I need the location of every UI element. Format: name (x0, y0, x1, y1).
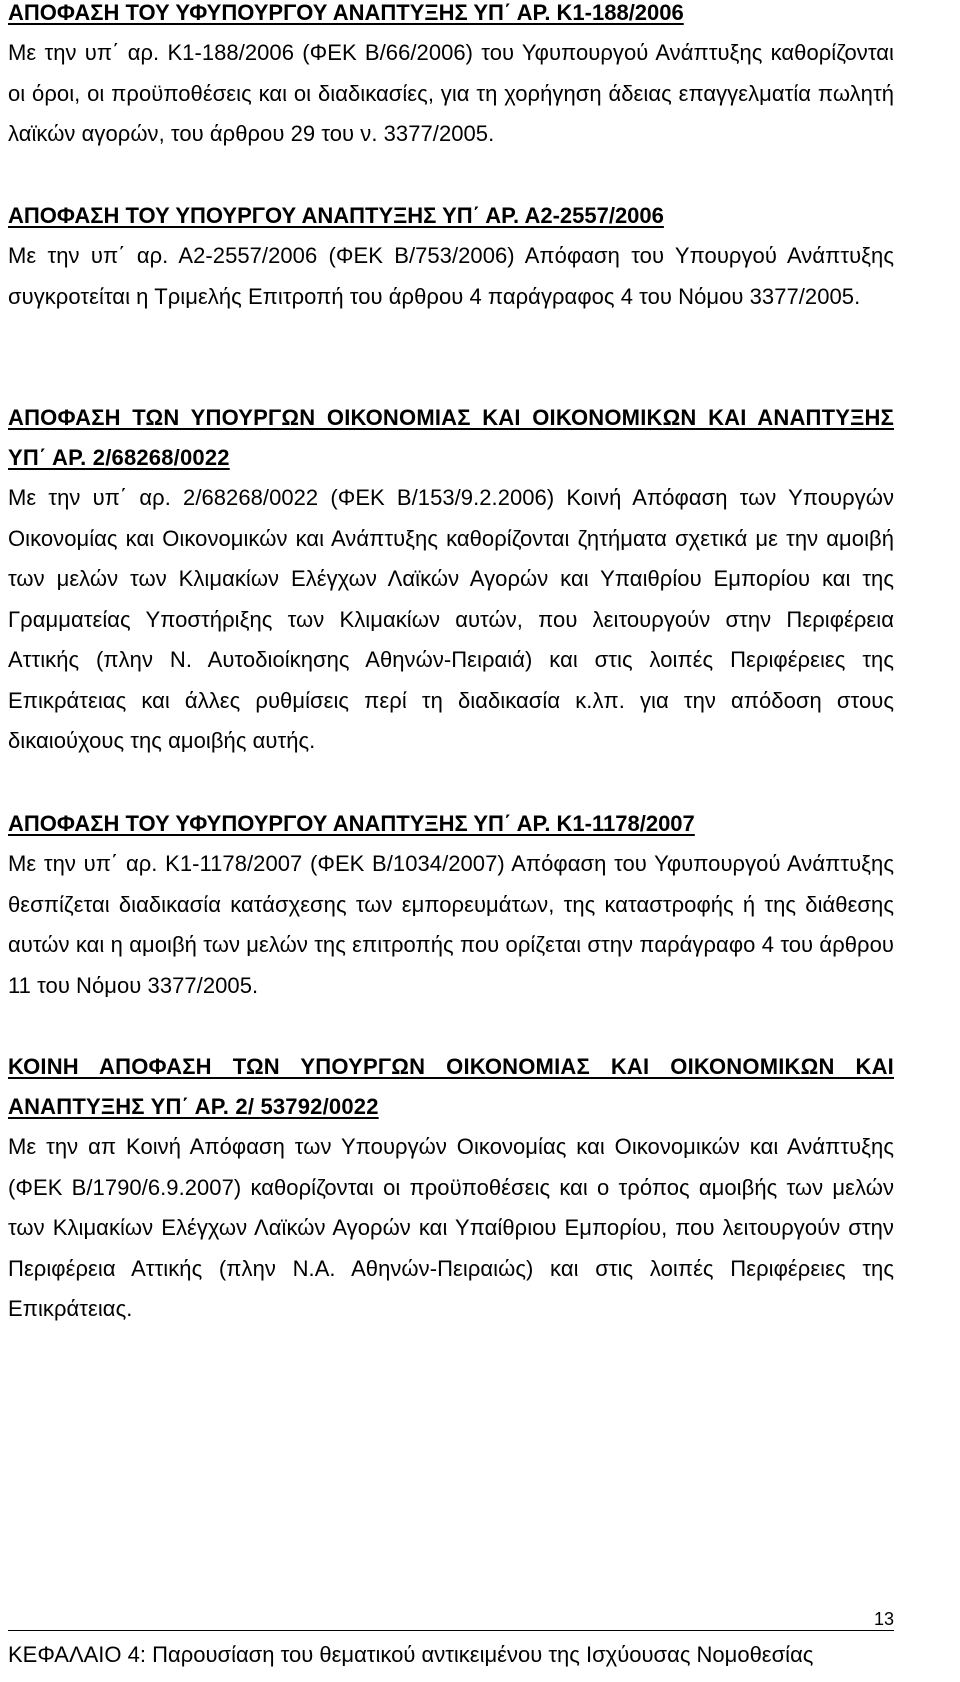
section-body: Με την υπ΄ αρ. Κ1-1178/2007 (ΦΕΚ Β/1034/2007) Απόφαση του Υφυπουργού Ανάπτυξης θεσπίζεται διαδικασία κατάσχεσης των εμπορευμάτων, της καταστροφής ή της διάθεσης αυτών και η αμοιβή των μελών της επιτροπής που ορίζεται στην παράγραφο 4 του άρθρου 11 του Νόμου 3377/2005. (8, 851, 894, 998)
section-body: Με την υπ΄ αρ. Α2-2557/2006 (ΦΕΚ Β/753/2006) Απόφαση του Υπουργού Ανάπτυξης συγκροτείται η Τριμελής Επιτροπή του άρθρου 4 παράγραφος 4 του Νόμου 3377/2005. (8, 243, 894, 309)
decision-section-a2-2557 (8, 196, 894, 317)
section-heading: ΑΠΟΦΑΣΗ ΤΟΥ ΥΦΥΠΟΥΡΓΟΥ ΑΝΑΠΤΥΞΗΣ ΥΠ΄ ΑΡ. Κ1-188/2006 (8, 0, 684, 25)
page-number: 13 (873, 1609, 894, 1629)
page-footer (8, 1609, 894, 1667)
decision-section-k1-188 (8, 0, 894, 155)
decision-section-2-68268 (8, 398, 894, 762)
decision-section-2-53792 (8, 1047, 894, 1330)
section-heading: ΚΟΙΝΗ ΑΠΟΦΑΣΗ ΤΩΝ ΥΠΟΥΡΓΩΝ ΟΙΚΟΝΟΜΙΑΣ ΚΑΙ ΟΙΚΟΝΟΜΙΚΩΝ ΚΑΙ ΑΝΑΠΤΥΞΗΣ ΥΠ΄ ΑΡ. 2/ 53792/0022 (8, 1054, 894, 1119)
section-body: Με την υπ΄ αρ. 2/68268/0022 (ΦΕΚ Β/153/9.2.2006) Κοινή Απόφαση των Υπουργών Οικονομίας και Οικονομικών και Ανάπτυξης καθορίζονται ζητήματα σχετικά με την αμοιβή των μελών των Κλιμακίων Ελέγχων Λαϊκών Αγορών και Υπαιθρίου Εμπορίου και της Γραμματείας Υποστήριξης των Κλιμακίων αυτών, που λειτουργούν στην Περιφέρεια Αττικής (πλην Ν. Αυτοδιοίκησης Αθηνών-Πειραιά) και στις λοιπές Περιφέρειες της Επικράτειας και άλλες ρυθμίσεις περί τη διαδικασία κ.λπ. για την απόδοση στους δικαιούχους της αμοιβής αυτής. (8, 485, 894, 753)
section-heading: ΑΠΟΦΑΣΗ ΤΟΥ ΥΦΥΠΟΥΡΓΟΥ ΑΝΑΠΤΥΞΗΣ ΥΠ΄ ΑΡ. Κ1-1178/2007 (8, 811, 695, 836)
decision-section-k1-1178 (8, 804, 894, 1006)
footer-chapter-text: ΚΕΦΑΛΑΙΟ 4: Παρουσίαση του θεματικού αντικειμένου της Ισχύουσας Νομοθεσίας (8, 1642, 814, 1667)
section-body: Με την απ Κοινή Απόφαση των Υπουργών Οικονομίας και Οικονομικών και Ανάπτυξης (ΦΕΚ Β/1790/6.9.2007) καθορίζονται οι προϋποθέσεις και ο τρόπος αμοιβής των μελών των Κλιμακίων Ελέγχων Λαϊκών Αγορών και Υπαίθριου Εμπορίου, που λειτουργούν στην Περιφέρεια Αττικής (πλην Ν.Α. Αθηνών-Πειραιώς) και στις λοιπές Περιφέρειες της Επικράτειας. (8, 1134, 894, 1321)
section-body: Με την υπ΄ αρ. Κ1-188/2006 (ΦΕΚ Β/66/2006) του Υφυπουργού Ανάπτυξης καθορίζονται οι όροι, οι προϋποθέσεις και οι διαδικασίες, για τη χορήγηση άδειας επαγγελματία πωλητή λαϊκών αγορών, του άρθρου 29 του ν. 3377/2005. (8, 40, 894, 146)
section-heading: ΑΠΟΦΑΣΗ ΤΟΥ ΥΠΟΥΡΓΟΥ ΑΝΑΠΤΥΞΗΣ ΥΠ΄ ΑΡ. Α2-2557/2006 (8, 203, 664, 228)
section-heading: ΑΠΟΦΑΣΗ ΤΩΝ ΥΠΟΥΡΓΩΝ ΟΙΚΟΝΟΜΙΑΣ ΚΑΙ ΟΙΚΟΝΟΜΙΚΩΝ ΚΑΙ ΑΝΑΠΤΥΞΗΣ ΥΠ΄ ΑΡ. 2/68268/0022 (8, 405, 894, 470)
